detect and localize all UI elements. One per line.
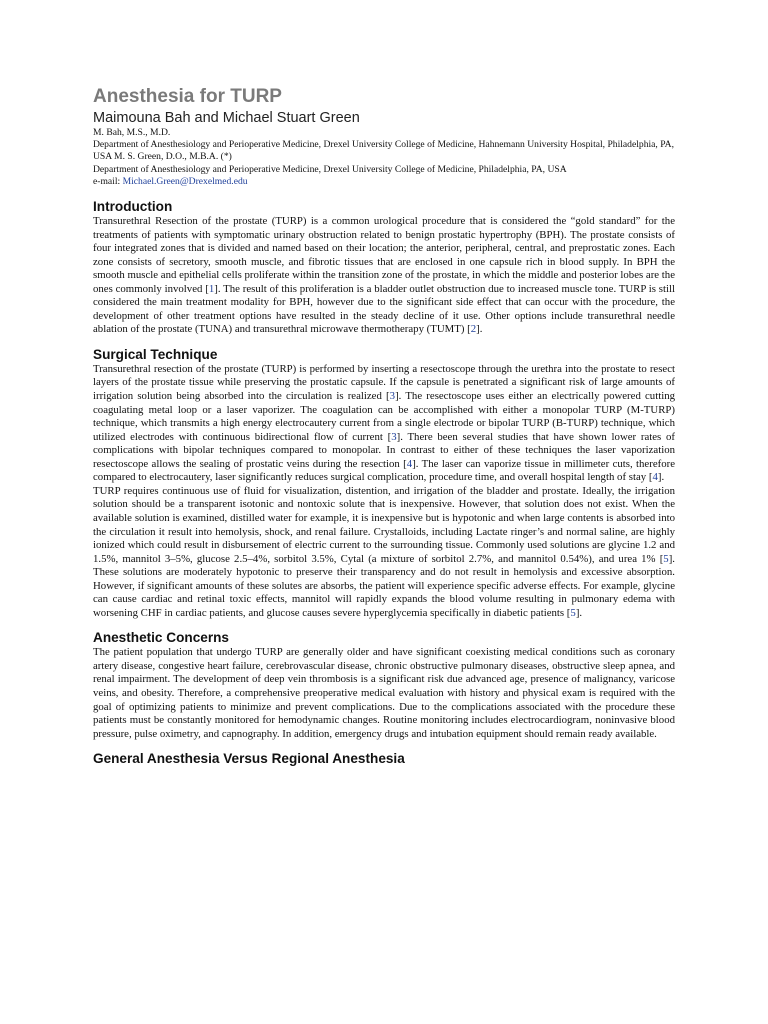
citation-link[interactable]: 4 [652,471,658,484]
introduction-paragraph: Transurethral Resection of the prostate (TURP) is a common urological procedure that is considered the “gold standard” for the treatments of patients with symptomatic urinary obstruction related to benign prostatic hypertrophy (BPH). The prostate consists of four integrated zones that is divided and named based on their location; the anterior, peripheral, central, and preprostatic zones. Each zone consists of secretory, smooth muscle, and fibrotic tissues that are enclosed in one capsule rich in blood supply. In BPH the smooth muscle and epithelial cells proliferate within the transition zone of the prostate, in which the middle and posterior lobes are the ones commonly involved [1]. The result of this proliferation is a bladder outlet obstruction due to increased muscle tone. TURP is still considered the main treatment modality for BPH, however due to the significant side effect that can occur with the procedure, the development of other treatment options have resulted in the steady decline of it use. Other options include transurethral needle ablation of the prostate (TUNA) and transurethral microwave thermotherapy (TUMT) [2]. [93,215,676,336]
article-authors: Maimouna Bah and Michael Stuart Green [93,110,360,126]
section-heading-surgical-technique: Surgical Technique [93,346,218,362]
article-page [93,85,675,767]
email-link[interactable]: Michael.Green@Drexelmed.edu [122,175,248,187]
citation-link[interactable]: 4 [406,457,413,470]
author-affiliations [93,127,675,188]
article-title: Anesthesia for TURP [93,86,282,107]
section-heading-introduction: Introduction [93,199,173,215]
email-line [93,176,675,188]
section-heading-anesthetic-concerns: Anesthetic Concerns [93,630,229,646]
citation-link[interactable]: 3 [389,390,396,403]
citation-link[interactable]: 1 [208,282,215,295]
affiliation-line: Department of Anesthesiology and Perioperative Medicine, Drexel University College of Medicine, Hahnemann University Hospital, Philadelphia, PA, USA M. S. Green, D.O., M.B.A. (*) [93,139,675,163]
citation-link[interactable]: 5 [570,606,576,619]
anesthetic-paragraph: The patient population that undergo TURP are generally older and have significant coexisting medical conditions such as coronary artery disease, congestive heart failure, cerebrovascular disease, chronic obstructive pulmonary diseases, obstructive sleep apnea, and renal impairment. The development of deep vein thrombosis is a significant risk due advanced age, presence of malignancy, varicose veins, and obesity. Therefore, a comprehensive preoperative medical evaluation with history and physical exam is required with the goal of optimizing patients to minimize and prevent complications. Due to the complications associated with the procedure these patients must be constantly monitored for hemodynamic changes. Routine monitoring includes electrocardiogram, noninvasive blood pressure, pulse oximetry, and capnography. In addition, emergency drugs and intubation equipment should remain ready available. [93,646,675,740]
surgical-paragraph-1: Transurethral resection of the prostate (TURP) is performed by inserting a resectoscope through the urethra into the prostate to resect layers of the prostate tissue while preserving the prostatic capsule. If the capsule is penetrated a significant risk of large amounts of irrigation solution being absorbed into the circulation is realized [3]. The resectoscope uses either an electrically powered cutting coagulating metal loop or a laser vaporizer. The coagulation can be accomplished with either a monopolar TURP (M-TURP) technique, which transmits a high energy electrocautery current from a single electrode or bipolar TURP (B-TURP) technique, which utilized electrodes with continuous bidirectional flow of current [3]. There been several studies that have shown lower rates of complications with bipolar techniques compared to monopolar. In contrast to either of these techniques the laser vaporization resectoscope allows the sealing of prostatic veins during the resection [4]. The laser can vaporize tissue in millimeter cuts, therefore compared to electrocautery, laser significantly reduces surgical complication, procedure time, and overall hospital length of stay [4]. [93,362,676,484]
affiliation-line: Department of Anesthesiology and Perioperative Medicine, Drexel University College of Medicine, Philadelphia, PA, USA [93,163,567,175]
section-heading-general-vs-regional: General Anesthesia Versus Regional Anesthesia [93,751,405,767]
citation-link[interactable]: 5 [663,552,669,565]
surgical-paragraph-2: TURP requires continuous use of fluid for visualization, distention, and irrigation of the bladder and prostate. Ideally, the irrigation solution should be a transparent isotonic and nontoxic solute that is inexpensive. However, that solution does not exist. When the available solution is examined, distilled water for example, it is inexpensive but is hypotonic and when large contents is absorbed into the circulation it result into hemolysis, shock, and renal failure. Crystalloids, including Lactate ringer’s and normal saline, are highly ionized which could result in disbursement of electric current to the surrounding tissue. Commonly used solutions are glycine 1.2 and 1.5%, mannitol 3–5%, glucose 2.5–4%, sorbitol 3.5%, Cytal (a mixture of sorbitol 2.7%, and mannitol 0.54%), and urea 1% [5]. These solutions are moderately hypotonic to preserve their transparency and do not result in hemolysis and excessive absorption. However, if significant amounts of these solutes are absorbs, the patient will experience specific adverse effects. For example, glycine can cause cardiac and retinal toxic effects, mannitol will rapidly expands the blood volume resulting in pulmonary edema with worsening CHF in cardiac patients, and glucose causes severe hyperglycemia specifically in diabetic patients [5]. [93,484,675,619]
citation-link[interactable]: 2 [470,323,477,336]
citation-link[interactable]: 3 [391,430,397,443]
affiliation-line: M. Bah, M.S., M.D. [93,127,171,138]
email-label: e-mail: [93,175,123,187]
